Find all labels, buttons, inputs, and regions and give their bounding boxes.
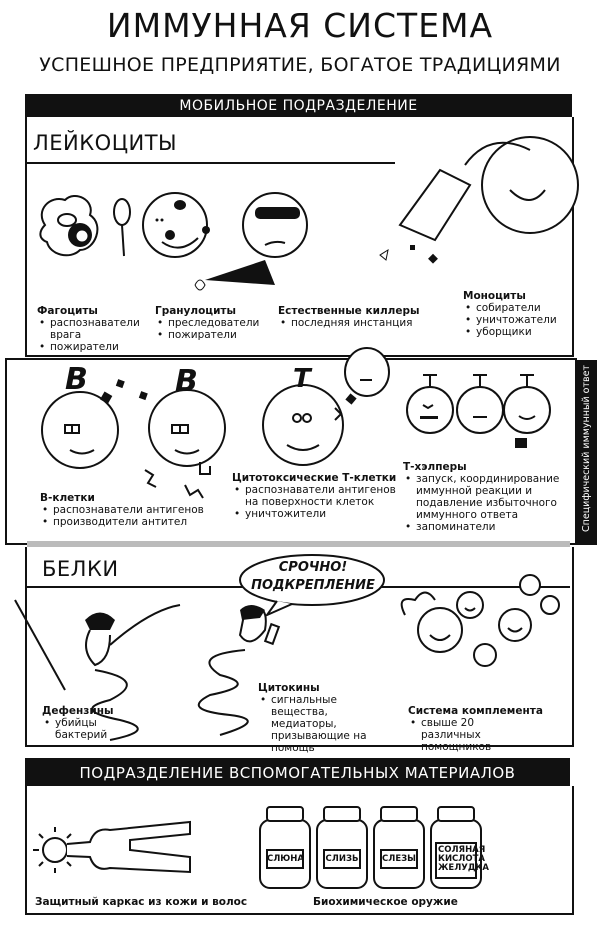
weapons-label-text: Биохимическое оружие (313, 896, 458, 908)
skin-body-icon (30, 812, 200, 882)
natural-killers-bullet: • последняя инстанция (291, 317, 428, 329)
monocytes-label (463, 290, 563, 338)
complement-system-name: Система комплемента (408, 705, 543, 717)
page-title: ИММУННАЯ СИСТЕМА (106, 6, 494, 45)
monocyte-icon (360, 125, 580, 295)
skin-label-text: Защитный каркас из кожи и волос (35, 896, 248, 908)
cytotoxic-t-cells-bullet: • распознаватели антигенов на поверхности клеток (245, 484, 397, 508)
granulocytes-bullet: • пожиратели (168, 329, 265, 341)
monocytes-bullet: • собиратели (476, 302, 563, 314)
granulocytes-bullet: • преследователи (168, 317, 265, 329)
speech-bubble-text (248, 559, 378, 595)
complement-system-label (408, 705, 568, 753)
b-cell-letter: B (65, 362, 88, 397)
jar-mucus-label: СЛИЗЬ (325, 854, 359, 864)
phagocytes-name: Фагоциты (37, 305, 98, 317)
specific-response-side-tab (575, 360, 597, 545)
monocytes-bullet: • уничтожатели (476, 314, 563, 326)
natural-killer-icon (195, 185, 325, 295)
granulocytes-name: Гранулоциты (155, 305, 237, 317)
cytotoxic-t-cells-bullet: • уничтожители (245, 508, 397, 520)
mobile-division-label: МОБИЛЬНОЕ ПОДРАЗДЕЛЕНИЕ (179, 98, 418, 114)
b-cells-name: В-клетки (40, 492, 95, 504)
phagocytes-label (37, 305, 140, 353)
cytotoxic-t-cell-icon (255, 350, 395, 470)
phagocytes-bullet: • пожиратели (50, 341, 137, 353)
magnifier-icon (112, 198, 132, 258)
defensins-name: Дефензины (42, 705, 114, 717)
skin-label (35, 896, 275, 908)
t-cell-letter: T (293, 364, 311, 394)
b-cells-bullet: • распознаватели антигенов (53, 504, 220, 516)
jar-stomach-acid-label: СОЛЯНАЯ КИСЛОТА ЖЕЛУДКА (438, 845, 489, 873)
cytokines-name: Цитокины (258, 682, 320, 694)
defensins-bullet: • убийцы бактерий (55, 717, 115, 741)
jar-saliva-label: СЛЮНА (267, 854, 304, 864)
complement-system-bullet: • свыше 20 различных помощников (421, 717, 536, 753)
t-helpers-label (403, 461, 573, 533)
b-cells-label (40, 492, 220, 528)
monocytes-bullet: • уборщики (476, 326, 563, 338)
phagocyte-icon (35, 190, 105, 260)
support-division-label: ПОДРАЗДЕЛЕНИЕ ВСПОМОГАТЕЛЬНЫХ МАТЕРИАЛОВ (79, 764, 516, 782)
cytokines-label (258, 682, 388, 754)
cytotoxic-t-cells-label (232, 472, 397, 520)
support-division-bar (25, 758, 570, 788)
mobile-division-bar (25, 94, 572, 119)
defensins-label (42, 705, 142, 741)
b-cell-2-letter: B (175, 364, 198, 399)
granulocytes-label (155, 305, 265, 341)
leukocytes-title: ЛЕЙКОЦИТЫ (33, 131, 178, 155)
weapons-label (313, 896, 513, 908)
t-helpers-bullet: • запоминатели (416, 521, 573, 533)
cytokines-bullet: • сигнальные вещества, медиаторы, призывающие на помощь (271, 694, 383, 754)
natural-killers-label (278, 305, 428, 329)
t-helpers-icon (395, 370, 555, 455)
phagocytes-bullet: • распознаватели врага (50, 317, 137, 341)
speech-bubble-line-2: ПОДКРЕПЛЕНИЕ (251, 578, 375, 593)
page-subtitle: УСПЕШНОЕ ПРЕДПРИЯТИЕ, БОГАТОЕ ТРАДИЦИЯМИ (39, 54, 561, 76)
t-helpers-name: Т-хэлперы (403, 461, 467, 473)
natural-killers-name: Естественные киллеры (278, 305, 420, 317)
monocytes-name: Моноциты (463, 290, 526, 302)
t-helpers-bullet: • запуск, координирование иммунной реакции и подавление избыточного иммунного ответа (416, 473, 573, 521)
cytotoxic-t-cells-name: Цитотоксические Т-клетки (232, 472, 397, 484)
complement-system-icon (385, 575, 570, 685)
proteins-title: БЕЛКИ (42, 557, 119, 581)
leukocytes-divider (25, 162, 395, 164)
b-cells-bullet: • производители антител (53, 516, 220, 528)
speech-bubble-line-1: СРОЧНО! (278, 560, 348, 575)
jar-tears-label: СЛЕЗЫ (382, 854, 416, 864)
specific-response-side-label: Специфический иммунный ответ (581, 365, 592, 532)
